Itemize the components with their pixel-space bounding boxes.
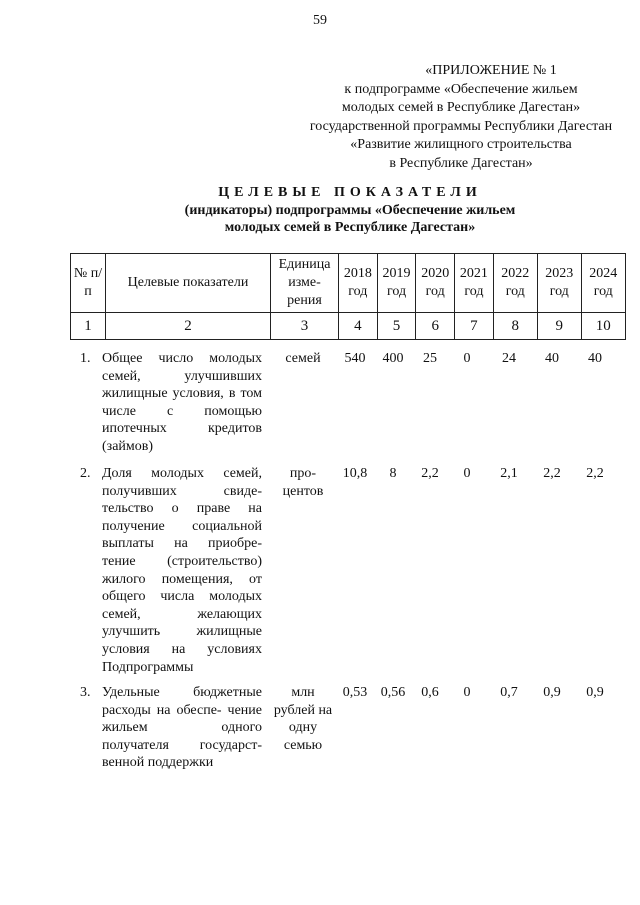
column-number: 8 [493, 313, 537, 340]
row-value-2018: 10,8 [342, 466, 368, 481]
row-value-2023: 2,2 [543, 466, 561, 481]
appendix-line: в Республике Дагестан» [389, 155, 533, 171]
row-value-2020: 2,2 [421, 466, 439, 481]
column-number: 5 [377, 313, 416, 340]
indicators-table-header [70, 253, 626, 340]
column-number: 3 [271, 313, 339, 340]
row-indicator: Удельные бюджетные расходы на обеспе- чение жильем одного получателя государст- венной поддержки [102, 685, 262, 771]
row-indicator: Доля молодых семей, получивших свиде- тельство о праве на получение социальной выплаты на приобре- тение (строительство) жилого помещения, от общего числа молодых семей, желающих улучшить жилищные условия на условиях Подпрограммы [102, 466, 262, 675]
appendix-line: молодых семей в Республике Дагестан» [341, 100, 581, 116]
row-value-2018: 540 [344, 351, 366, 366]
row-value-2021: 0 [463, 351, 471, 366]
appendix-block [270, 62, 640, 174]
column-number: 10 [581, 313, 625, 340]
header-year: 2018 год [339, 254, 378, 313]
row-value-2021: 0 [463, 685, 471, 700]
row-value-2022: 0,7 [500, 685, 518, 700]
row-value-2021: 0 [463, 466, 471, 481]
row-value-2024: 0,9 [586, 685, 604, 700]
column-number-row [71, 313, 626, 340]
title-sub: молодых семей в Республике Дагестан» [224, 220, 476, 235]
row-value-2023: 40 [545, 351, 559, 366]
row-value-2022: 2,1 [500, 466, 518, 481]
row-unit: про- центов [282, 466, 324, 499]
page-number: 59 [313, 13, 327, 28]
column-number: 4 [339, 313, 378, 340]
header-year: 2019 год [377, 254, 416, 313]
row-value-2023: 0,9 [543, 685, 561, 700]
row-value-2024: 2,2 [586, 466, 604, 481]
row-unit: млн рублей на одну семью [273, 685, 333, 753]
row-value-2019: 0,56 [380, 685, 406, 700]
header-indicator: Целевые показатели [106, 254, 271, 313]
title-sub: (индикаторы) подпрограммы «Обеспечение жильем [184, 202, 516, 218]
header-num: № п/п [71, 254, 106, 313]
row-value-2022: 24 [502, 351, 516, 366]
column-number: 2 [106, 313, 271, 340]
appendix-line: «ПРИЛОЖЕНИЕ № 1 [425, 63, 557, 78]
row-value-2024: 40 [588, 351, 602, 366]
row-unit: семей [285, 351, 321, 366]
header-year: 2023 год [537, 254, 581, 313]
header-year: 2020 год [416, 254, 455, 313]
header-unit: Единица изме- рения [271, 254, 339, 313]
row-value-2019: 8 [389, 466, 397, 481]
row-number: 2. [80, 466, 91, 481]
row-indicator: Общее число молодых семей, улучшивших жилищные условия, в том числе с помощью ипотечных кредитов (займов) [102, 351, 262, 454]
column-number: 6 [416, 313, 455, 340]
appendix-line: государственной программы Республики Дагестан [309, 118, 613, 134]
row-value-2020: 0,6 [421, 685, 439, 700]
row-value-2018: 0,53 [342, 685, 368, 700]
document-title [130, 184, 570, 237]
row-value-2020: 25 [423, 351, 437, 366]
row-value-2019: 400 [382, 351, 404, 366]
column-number: 9 [537, 313, 581, 340]
header-year: 2021 год [455, 254, 494, 313]
header-year: 2024 год [581, 254, 625, 313]
row-number: 3. [80, 685, 91, 700]
column-number: 7 [455, 313, 494, 340]
title-main: ЦЕЛЕВЫЕ ПОКАЗАТЕЛИ [218, 185, 482, 200]
appendix-line: «Развитие жилищного строительства [350, 137, 572, 153]
header-year: 2022 год [493, 254, 537, 313]
appendix-line: к подпрограмме «Обеспечение жильем [344, 81, 578, 97]
column-number: 1 [71, 313, 106, 340]
row-number: 1. [80, 351, 91, 366]
